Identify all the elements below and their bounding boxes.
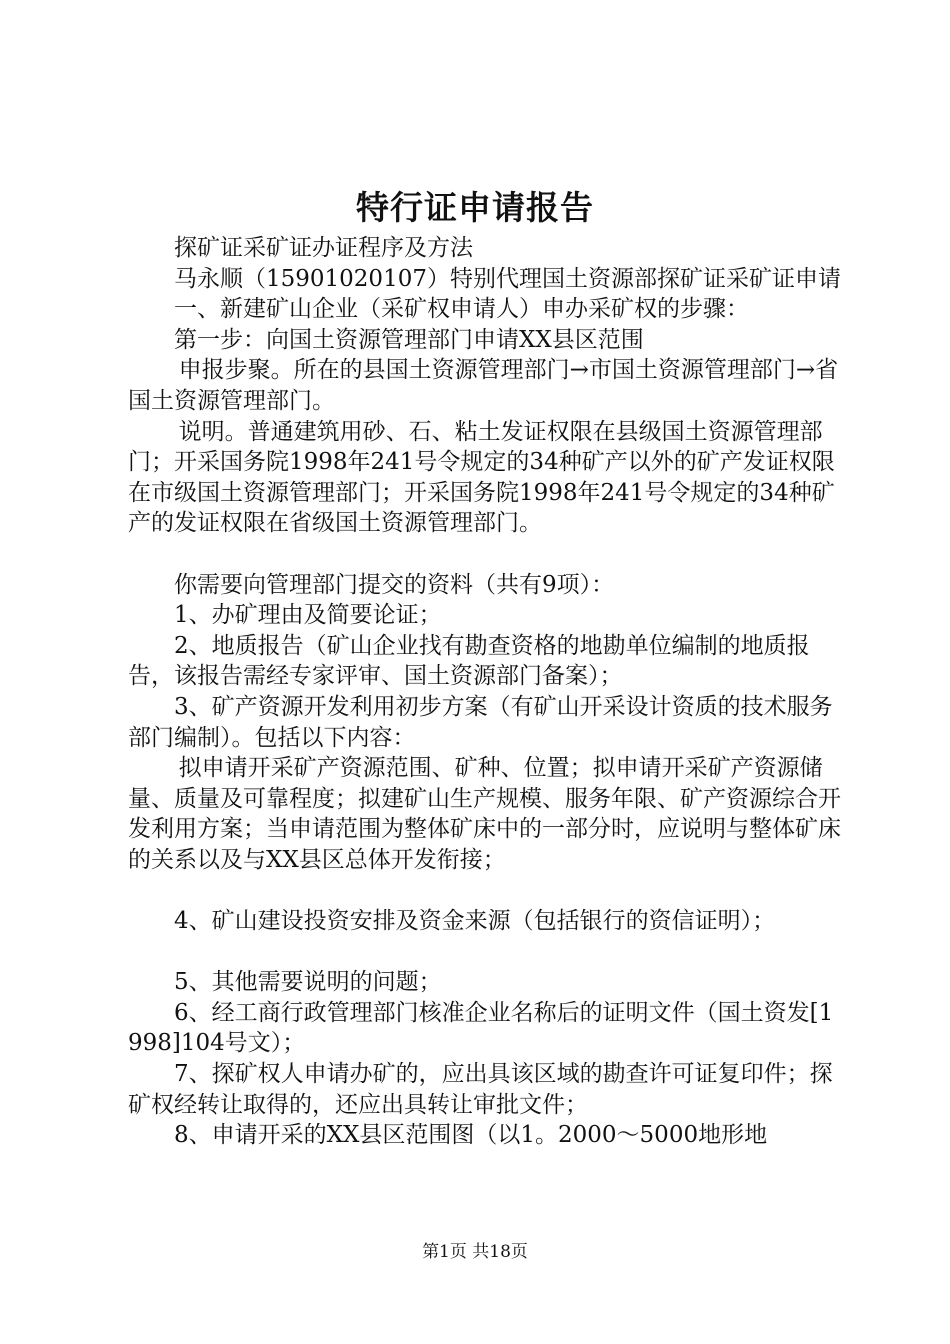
list-item-8: 8、申请开采的XX县区范围图（以1。2000～5000地形地 xyxy=(174,1122,768,1149)
paragraph-gap xyxy=(128,937,844,968)
paragraph-agent: 马永顺（15901020107）特别代理国土资源部探矿证采矿证申请 xyxy=(174,265,841,292)
list-item-2: 2、地质报告（矿山企业找有勘查资格的地勘单位编制的地质报告，该报告需经专家评审、国土资源部门备案）； xyxy=(128,632,810,690)
document-title: 特行证申请报告 xyxy=(356,188,594,227)
paragraph-section-one: 一、新建矿山企业（采矿权申请人）申办采矿权的步骤： xyxy=(174,296,749,323)
list-item-7: 7、探矿权人申请办矿的，应出具该区域的勘查许可证复印件；探矿权经转让取得的，还应出具转让审批文件； xyxy=(128,1061,833,1118)
paragraph-report-steps: 申报步聚。所在的县国土资源管理部门→市国土资源管理部门→省国土资源管理部门。 xyxy=(128,357,839,414)
list-item-3: 3、矿产资源开发利用初步方案（有矿山开采设计资质的技术服务部门编制）。包括以下内容： xyxy=(128,693,833,751)
list-item-6: 6、经工商行政管理部门核准企业名称后的证明文件（国土资发[1998]104号文）； xyxy=(128,999,834,1057)
page-footer: 第1页 共18页 xyxy=(422,1242,528,1262)
paragraph-materials-intro: 你需要向管理部门提交的资料（共有9项）： xyxy=(174,571,615,598)
paragraph-step-one: 第一步：向国土资源管理部门申请XX县区范围 xyxy=(174,326,644,353)
paragraph-subtitle: 探矿证采矿证办证程序及方法 xyxy=(174,235,473,261)
list-item-4: 4、矿山建设投资安排及资金来源（包括银行的资信证明）； xyxy=(174,908,776,935)
list-item-1: 1、办矿理由及简要论证； xyxy=(174,602,442,629)
paragraph-gap xyxy=(128,539,844,570)
document-body xyxy=(128,233,844,1151)
paragraph-explanation: 说明。普通建筑用砂、石、粘土发证权限在县级国土资源管理部门；开采国务院1998年241号令规定的34种矿产以外的矿产发证权限在市级国土资源管理部门；开采国务院1998年241号令规定的34种矿产的发证权限在省级国土资源管理部门。 xyxy=(128,418,835,537)
list-item-5: 5、其他需要说明的问题； xyxy=(174,969,442,996)
paragraph-gap xyxy=(128,875,844,906)
list-item-3-details: 拟申请开采矿产资源范围、矿种、位置；拟申请开采矿产资源储量、质量及可靠程度；拟建矿山生产规模、服务年限、矿产资源综合开发利用方案；当申请范围为整体矿床中的一部分时，应说明与整体矿床的关系以及与XX县区总体开发衔接； xyxy=(128,755,841,873)
